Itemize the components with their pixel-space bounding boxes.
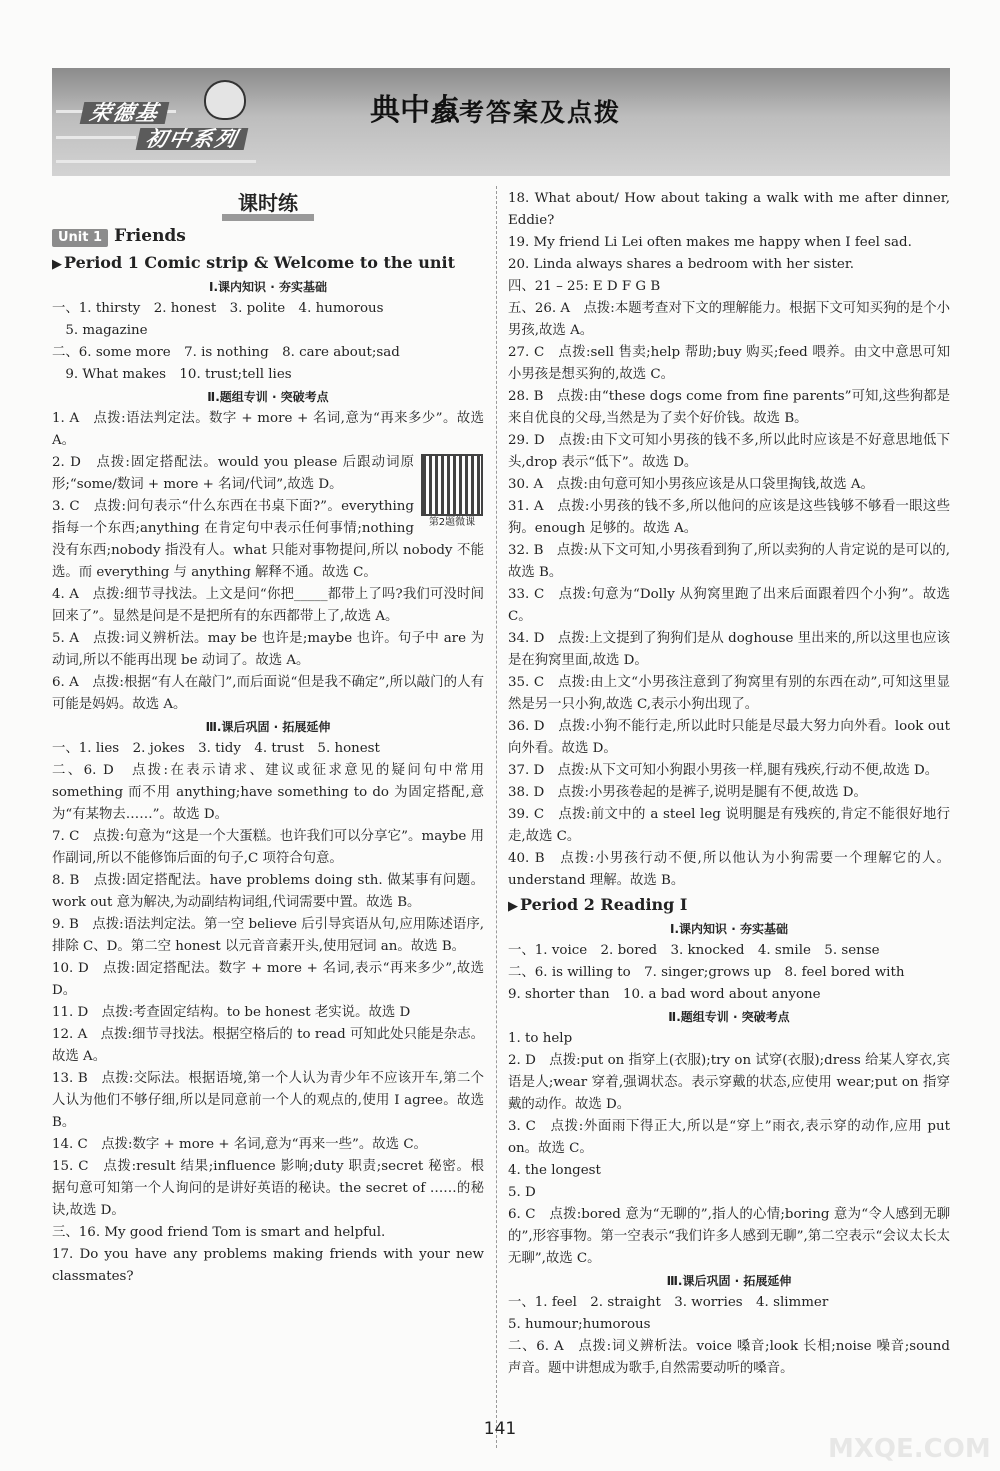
answer-item: 10. D 点拨:固定搭配法。数字 + more + 名词,表示“再来多少”,故选 D。 bbox=[52, 961, 484, 998]
answer-line: 一、1. voice 2. bored 3. knocked 4. smile 5. sense bbox=[508, 943, 880, 958]
part-title: Ⅲ.课后巩固 · 拓展延伸 bbox=[205, 720, 331, 734]
unit-name: Friends bbox=[114, 226, 186, 246]
period-heading: ▶ Period 2 Reading Ⅰ bbox=[508, 895, 688, 914]
answer-item: 30. A 点拨:由句意可知小男孩应该是从口袋里掏钱,故选 A。 bbox=[508, 477, 874, 492]
answer-item: 18. What about/ How about taking a walk with me after dinner, Eddie? bbox=[508, 191, 950, 228]
answer-item: 27. C 点拨:sell 售卖;help 帮助;buy 购买;feed 喂养。由文中意思可知小男孩是想买狗的,故选 C。 bbox=[508, 345, 950, 382]
answer-item: 35. C 点拨:由上文“小男孩注意到了狗窝里有别的东西在动”,可知这里显然是另一只小狗,故选 C,表示小狗出现了。 bbox=[508, 675, 950, 712]
qr-code-icon bbox=[421, 454, 483, 516]
answer-item: 31. A 点拨:小男孩的钱不多,所以他问的应该是这些钱够不够看一眼这些狗。enough 足够的。故选 A。 bbox=[508, 499, 950, 536]
answer-item: 36. D 点拨:小狗不能行走,所以此时只能是尽最大努力向外看。look out 向外看。故选 D。 bbox=[508, 719, 950, 756]
answer-item: 39. C 点拨:前文中的 a steel leg 说明腿是有残疾的,肯定不能很好地行走,故选 C。 bbox=[508, 807, 950, 844]
brand-stripe bbox=[56, 160, 256, 163]
answer-item: 二、6. D 点拨:在表示请求、建议或征求意见的疑问句中常用 something 而不用 anything;have something to do 为固定搭配,意为“有某物去……”。故选 D。 bbox=[52, 763, 484, 822]
right-column bbox=[508, 188, 950, 1380]
answer-item: 一、1. lies 2. jokes 3. tidy 4. trust 5. honest bbox=[52, 741, 380, 756]
answer-item: 三、16. My good friend Tom is smart and helpful. bbox=[52, 1225, 386, 1240]
answer-item: 2. D 点拨:固定搭配法。would you please 后跟动词原形;“some/数词 + more + 名词/代词”,故选 D。 bbox=[52, 455, 414, 492]
answer-line: 9. What makes 10. trust;tell lies bbox=[52, 367, 292, 382]
unit-badge: Unit 1 bbox=[52, 229, 108, 247]
page-title: 参考答案及点拨 bbox=[432, 98, 622, 127]
answer-item: 4. A 点拨:细节寻找法。上文是问“你把_____都带上了吗?我们可没时间回来了”。显然是问是不是把所有的东西都带上了,故选 A。 bbox=[52, 587, 484, 624]
answer-item: 1. A 点拨:语法判定法。数字 + more + 名词,意为“再来多少”。故选 A。 bbox=[52, 411, 484, 448]
triangle-icon: ▶ bbox=[52, 257, 62, 272]
answer-line: 二、6. is willing to 7. singer;grows up 8. feel bored with bbox=[508, 965, 905, 980]
answer-item: 33. C 点拨:句意为“Dolly 从狗窝里跑了出来后面跟着四个小狗”。故选 C。 bbox=[508, 587, 950, 624]
answer-item: 29. D 点拨:由下文可知小男孩的钱不多,所以此时应该是不好意思地低下头,drop 表示“低下”。故选 D。 bbox=[508, 433, 950, 470]
answer-item: 四、21 – 25: E D F G B bbox=[508, 279, 661, 294]
answer-item: 37. D 点拨:从下文可知小狗跟小男孩一样,腿有残疾,行动不便,故选 D。 bbox=[508, 763, 939, 778]
answer-item: 5. A 点拨:词义辨析法。may be 也许是;maybe 也许。句子中 are 为动词,所以不能再出现 be 动词了。故选 A。 bbox=[52, 631, 484, 668]
answer-item: 15. C 点拨:result 结果;influence 影响;duty 职责;secret 秘密。根据句意可知第一个人询问的是讲好英语的秘诀。the secret of ……的秘诀,故选 D。 bbox=[52, 1159, 484, 1218]
answer-item: 28. B 点拨:由“these dogs come from fine parents”可知,这些狗都是来自优良的父母,当然是为了卖个好价钱。故选 B。 bbox=[508, 389, 950, 426]
brand-logo bbox=[56, 80, 266, 168]
answer-item: 9. B 点拨:语法判定法。第一空 believe 后引导宾语从句,应用陈述语序,排除 C、D。第二空 honest 以元音音素开头,使用冠词 an。故选 B。 bbox=[52, 917, 484, 954]
qr-caption: 第2题微课 bbox=[428, 517, 476, 528]
watermark: MXQE.COM bbox=[828, 1434, 991, 1464]
series-logo: 典中点 bbox=[370, 93, 460, 128]
answer-item: 8. B 点拨:固定搭配法。have problems doing sth. 做某事有问题。work out 意为解决,为动副结构词组,代词需要中置。故选 B。 bbox=[52, 873, 484, 910]
page-number: 141 bbox=[483, 1419, 517, 1439]
answer-item: 2. D 点拨:put on 指穿上(衣服);try on 试穿(衣服);dress 给某人穿衣,宾语是人;wear 穿着,强调状态。表示穿戴的状态,应使用 wear;put on 指穿戴的动作。故选 D。 bbox=[508, 1053, 950, 1112]
answer-item: 6. A 点拨:根据“有人在敲门”,而后面说“但是我不确定”,所以敲门的人有可能是妈妈。故选 A。 bbox=[52, 675, 484, 712]
part-title: Ⅱ.题组专训 · 突破考点 bbox=[668, 1010, 790, 1024]
answer-line: 5. humour;humorous bbox=[508, 1317, 651, 1332]
answer-item: 14. C 点拨:数字 + more + 名词,意为“再来一些”。故选 C。 bbox=[52, 1137, 427, 1152]
answer-item: 32. B 点拨:从下文可知,小男孩看到狗了,所以卖狗的人肯定说的是可以的,故选 B。 bbox=[508, 543, 950, 580]
answer-line: 一、1. thirsty 2. honest 3. polite 4. humorous bbox=[52, 301, 384, 316]
answer-item-with-qr bbox=[52, 452, 484, 584]
answer-item: 五、26. A 点拨:本题考查对下文的理解能力。根据下文可知买狗的是个小男孩,故选 A。 bbox=[508, 301, 950, 338]
answer-item: 4. the longest bbox=[508, 1163, 601, 1178]
answer-item: 19. My friend Li Lei often makes me happy when I feel sad. bbox=[508, 235, 912, 250]
answer-item: 3. C 点拨:外面雨下得正大,所以是“穿上”雨衣,表示穿的动作,应用 put on。故选 C。 bbox=[508, 1119, 950, 1156]
part-title: Ⅰ.课内知识 · 夯实基础 bbox=[670, 922, 788, 936]
answer-item: 3. C 点拨:问句表示“什么东西在书桌下面?”。everything 指每一个东西;anything 在肯定句中表示任何事情;nothing 没有东西;nobody 指没有人。what 只能对事物提问,所以 nobody 不能选。而 everything 与 anything 解释不通。故选 C。 bbox=[52, 499, 484, 580]
qr-code[interactable] bbox=[420, 454, 484, 530]
left-column bbox=[52, 188, 484, 1288]
brand-line2: 初中系列 bbox=[136, 128, 249, 150]
answer-item: 13. B 点拨:交际法。根据语境,第一个人认为青少年不应该开车,第二个人认为他们不够仔细,所以是同意前一个人的观点的,使用 I agree。故选 B。 bbox=[52, 1071, 484, 1130]
answer-item: 20. Linda always shares a bedroom with her sister. bbox=[508, 257, 855, 272]
answer-item: 二、6. A 点拨:词义辨析法。voice 嗓音;look 长相;noise 噪音;sound 声音。题中讲想成为歌手,自然需要动听的嗓音。 bbox=[508, 1339, 950, 1376]
part-title: Ⅰ.课内知识 · 夯实基础 bbox=[209, 280, 327, 294]
author-portrait-icon bbox=[204, 80, 246, 120]
answer-line: 5. magazine bbox=[52, 323, 148, 338]
answer-item: 34. D 点拨:上文提到了狗狗们是从 doghouse 里出来的,所以这里也应该是在狗窝里面,故选 D。 bbox=[508, 631, 950, 668]
answer-item: 12. A 点拨:细节寻找法。根据空格后的 to read 可知此处只能是杂志。故选 A。 bbox=[52, 1027, 484, 1064]
unit-heading bbox=[52, 222, 484, 250]
answer-line: 9. shorter than 10. a bad word about anyone bbox=[508, 987, 821, 1002]
answer-line: 一、1. feel 2. straight 3. worries 4. slimmer bbox=[508, 1295, 829, 1310]
triangle-icon: ▶ bbox=[508, 899, 518, 914]
section-title: 课时练 bbox=[52, 188, 484, 218]
answer-item: 11. D 点拨:考查固定结构。to be honest 老实说。故选 D bbox=[52, 1005, 411, 1020]
part-title: Ⅱ.题组专训 · 突破考点 bbox=[207, 390, 329, 404]
part-title: Ⅲ.课后巩固 · 拓展延伸 bbox=[666, 1274, 792, 1288]
brand-stripe bbox=[56, 136, 136, 139]
column-divider bbox=[496, 186, 497, 1448]
answer-item: 7. C 点拨:句意为“这是一个大蛋糕。也许我们可以分享它”。maybe 用作副词,所以不能修饰后面的句子,C 项符合句意。 bbox=[52, 829, 484, 866]
answer-item: 38. D 点拨:小男孩卷起的是裤子,说明是腿有不便,故选 D。 bbox=[508, 785, 867, 800]
brand-line1: 荣德基 bbox=[80, 102, 170, 124]
answer-item: 1. to help bbox=[508, 1031, 573, 1046]
answer-item: 17. Do you have any problems making friends with your new classmates? bbox=[52, 1247, 484, 1284]
period-heading: ▶ Period 1 Comic strip & Welcome to the unit bbox=[52, 253, 455, 272]
answer-item: 40. B 点拨:小男孩行动不便,所以他认为小狗需要一个理解它的人。understand 理解。故选 B。 bbox=[508, 851, 950, 888]
answer-item: 5. D bbox=[508, 1185, 536, 1200]
answer-item: 6. C 点拨:bored 意为“无聊的”,指人的心情;boring 意为“令人感到无聊的”,形容事物。第一空表示“我们许多人感到无聊”,第二空表示“会议太长太无聊”,故选 C。 bbox=[508, 1207, 950, 1266]
answer-line: 二、6. some more 7. is nothing 8. care about;sad bbox=[52, 345, 400, 360]
